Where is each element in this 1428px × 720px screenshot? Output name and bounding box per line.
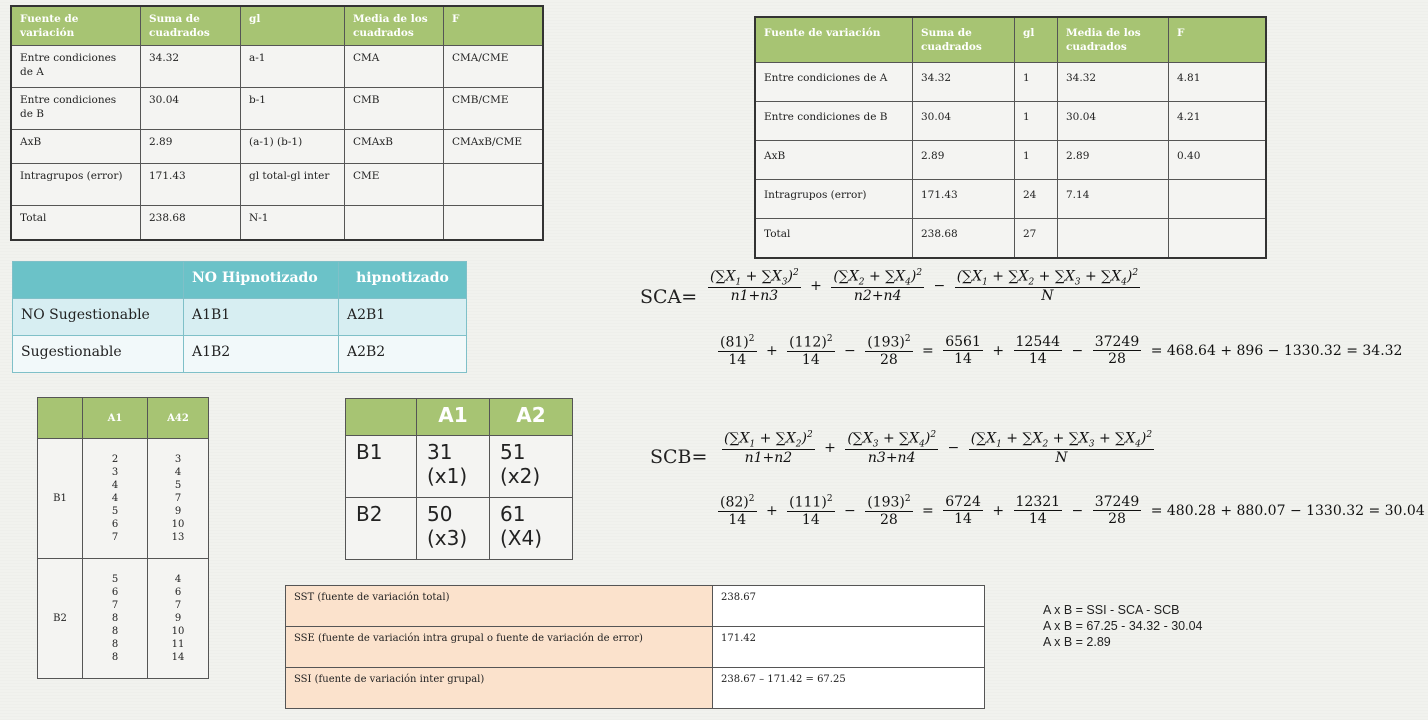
data-value: 7: [111, 600, 119, 611]
data-value: 11: [171, 639, 185, 650]
table-cell: 34.32: [141, 46, 241, 88]
sum-value: 50: [427, 502, 453, 526]
data-value: 7: [174, 493, 182, 504]
anova-template-table: [10, 5, 544, 241]
table-cell: b-1: [241, 88, 345, 130]
table-cell: 7.14: [1058, 180, 1169, 219]
header-cell: Suma de cuadrados: [913, 17, 1015, 63]
scb-den: 14: [728, 511, 747, 528]
data-value: 6: [174, 587, 182, 598]
table-row: [38, 559, 209, 679]
table-cell: 30.04: [913, 102, 1015, 141]
table-row: [755, 63, 1266, 102]
table-cell: 171.43: [913, 180, 1015, 219]
table-cell: 238.67: [713, 586, 985, 627]
data-value: 14: [171, 652, 185, 663]
table-row: [13, 299, 467, 336]
scb-denominator-1: n1+n2: [744, 450, 793, 467]
table-row: [38, 439, 209, 559]
table-cell: 238.68: [913, 219, 1015, 258]
table-cell: CMB/CME: [444, 88, 544, 130]
data-value: 9: [174, 506, 182, 517]
scb-den: 14: [801, 511, 820, 528]
table-cell: 4.81: [1169, 63, 1267, 102]
table-row: [755, 180, 1266, 219]
table-row: [755, 102, 1266, 141]
header-cell: A1: [83, 398, 148, 439]
table-header-row: [13, 262, 467, 299]
data-value: 8: [111, 626, 119, 637]
table-row: [286, 668, 985, 709]
table-cell: CMAxB/CME: [444, 130, 544, 164]
table-cell: SSI (fuente de variación inter grupal): [286, 668, 713, 709]
sca-term: 6561: [945, 334, 981, 351]
table-header-row: [755, 17, 1266, 63]
sca-term: 12544: [1015, 334, 1061, 351]
sca-denominator-1: n1+n3: [730, 288, 779, 305]
header-cell: [13, 262, 184, 299]
scb-denominator-2: n3+n4: [867, 450, 916, 467]
scb-den: 14: [1028, 511, 1047, 528]
table-cell: Entre condiciones de A: [755, 63, 913, 102]
sca-den: 14: [728, 351, 747, 368]
sum-value: 61: [500, 502, 526, 526]
table-row: [286, 627, 985, 668]
scb-denominator-total: N: [1055, 450, 1068, 467]
sum-tag: (x2): [500, 464, 541, 488]
table-cell: A2B2: [339, 336, 467, 373]
table-row: [11, 130, 543, 164]
table-cell: 4.21: [1169, 102, 1267, 141]
scb-den: 14: [954, 511, 972, 528]
interaction-notes: [1043, 602, 1203, 650]
data-value: 8: [111, 613, 119, 624]
table-cell: CMA/CME: [444, 46, 544, 88]
table-cell: N-1: [241, 206, 345, 240]
table-cell: CMA: [345, 46, 444, 88]
table-cell: 24: [1015, 180, 1058, 219]
data-column: [148, 559, 209, 679]
table-cell: Intragrupos (error): [11, 164, 141, 206]
table-cell: 2.89: [141, 130, 241, 164]
scb-label: SCB=: [650, 446, 708, 468]
header-cell: hipnotizado: [339, 262, 467, 299]
table-cell: CMAxB: [345, 130, 444, 164]
scb-term: 111: [794, 494, 822, 511]
table-row: [11, 46, 543, 88]
table-cell: 171.43: [141, 164, 241, 206]
scb-term: 12321: [1015, 494, 1061, 511]
data-value: 8: [111, 639, 119, 650]
table-row: [755, 219, 1266, 258]
sca-den: 28: [879, 351, 898, 368]
table-cell: CME: [345, 164, 444, 206]
data-value: 6: [111, 519, 119, 530]
sca-den: 28: [1108, 351, 1126, 368]
data-value: 7: [111, 532, 119, 543]
table-cell: Entre condiciones de B: [11, 88, 141, 130]
note-line: A x B = 2.89: [1043, 635, 1111, 649]
header-cell: A2: [490, 399, 573, 436]
sca-result: = 468.64 + 896 − 1330.32 = 34.32: [1150, 342, 1403, 359]
table-cell: AxB: [755, 141, 913, 180]
table-cell: Entre condiciones de B: [755, 102, 913, 141]
data-value: 9: [174, 613, 182, 624]
data-value: 2: [111, 454, 119, 465]
sca-label: SCA=: [640, 286, 698, 308]
table-cell: CMB: [345, 88, 444, 130]
row-label: B2: [38, 559, 83, 679]
sca-term: 112: [794, 334, 822, 351]
table-cell: gl total-gl inter: [241, 164, 345, 206]
data-value: 5: [111, 506, 119, 517]
table-cell: [444, 164, 544, 206]
header-cell: F: [1169, 17, 1267, 63]
table-row: [11, 88, 543, 130]
table-row: [286, 586, 985, 627]
table-cell: 0.40: [1169, 141, 1267, 180]
table-cell: NO Sugestionable: [13, 299, 184, 336]
sca-general-formula: $\frac{(\sum X_1 + \sum X_3)^2}{n1+n3}$ + $\frac{(\sum X_2 + \sum X_4)^2}{n2+n4}$ − $\frac{(\sum X_1 + \sum X_2 + \sum X_3 + \sum X_4)^2}{N}$: [710, 268, 1139, 305]
table-cell: A1B1: [184, 299, 339, 336]
header-cell: A1: [417, 399, 490, 436]
table-row: [13, 336, 467, 373]
scb-result: = 480.28 + 880.07 − 1330.32 = 30.04: [1150, 502, 1425, 519]
table-cell: Sugestionable: [13, 336, 184, 373]
scb-term: 82: [725, 494, 744, 511]
table-cell: [417, 498, 490, 560]
header-cell: gl: [1015, 17, 1058, 63]
table-cell: 1: [1015, 63, 1058, 102]
sca-term: 81: [725, 334, 744, 351]
header-cell: NO Hipnotizado: [184, 262, 339, 299]
scb-general-formula: $\frac{(\sum X_1 + \sum X_2)^2}{n1+n2}$ + $\frac{(\sum X_3 + \sum X_4)^2}{n3+n4}$ − $\frac{(\sum X_1 + \sum X_2 + \sum X_3 + \sum X_4)^2}{N}$: [724, 430, 1153, 467]
table-cell: [444, 206, 544, 240]
data-value: 13: [171, 532, 185, 543]
header-cell: Fuente de variación: [11, 6, 141, 46]
sum-value: 31: [427, 440, 453, 464]
data-value: 8: [111, 652, 119, 663]
header-cell: gl: [241, 6, 345, 46]
table-header-row: [38, 398, 209, 439]
table-cell: 1: [1015, 102, 1058, 141]
table-cell: (a-1) (b-1): [241, 130, 345, 164]
sca-denominator-2: n2+n4: [853, 288, 902, 305]
header-cell: Fuente de variación: [755, 17, 913, 63]
note-line: A x B = SSI - SCA - SCB: [1043, 603, 1180, 617]
scb-term: 193: [872, 494, 900, 511]
row-label: B1: [38, 439, 83, 559]
sca-denominator-total: N: [1041, 288, 1054, 305]
data-value: 10: [171, 626, 185, 637]
table-row: [346, 498, 573, 560]
header-cell: Suma de cuadrados: [141, 6, 241, 46]
table-cell: Total: [11, 206, 141, 240]
table-header-row: [11, 6, 543, 46]
sca-numeric-formula: $\frac{(81)^2}{14}$ + $\frac{(112)^2}{14}$ − $\frac{(193)^2}{28}$ = $\frac{6561}{14}$ + $\frac{12544}{14}$ − $\frac{37249}{28}$ = 468.64 + 896 − 1330.32 = 34.32: [720, 334, 1403, 368]
table-cell: Entre condiciones de A: [11, 46, 141, 88]
data-value: 4: [111, 493, 119, 504]
scb-term: 6724: [945, 494, 981, 511]
table-cell: [1058, 219, 1169, 258]
table-row: [11, 206, 543, 240]
table-cell: [417, 436, 490, 498]
sum-of-squares-table: [285, 585, 985, 709]
table-cell: A1B2: [184, 336, 339, 373]
sca-term: 193: [872, 334, 900, 351]
data-value: 5: [111, 574, 119, 585]
sca-term: 37249: [1094, 334, 1140, 351]
sum-tag: (X4): [500, 526, 543, 550]
table-cell: a-1: [241, 46, 345, 88]
table-cell: 30.04: [141, 88, 241, 130]
header-cell: [346, 399, 417, 436]
design-table: [12, 261, 467, 373]
table-cell: [490, 436, 573, 498]
table-cell: A2B1: [339, 299, 467, 336]
row-label: B2: [346, 498, 417, 560]
sum-value: 51: [500, 440, 526, 464]
table-header-row: [346, 399, 573, 436]
table-row: [11, 164, 543, 206]
row-label: B1: [346, 436, 417, 498]
table-cell: 27: [1015, 219, 1058, 258]
header-cell: A42: [148, 398, 209, 439]
data-value: 4: [111, 480, 119, 491]
header-cell: Media de los cuadrados: [1058, 17, 1169, 63]
note-line: A x B = 67.25 - 34.32 - 30.04: [1043, 619, 1203, 633]
table-cell: Total: [755, 219, 913, 258]
sca-den: 14: [954, 351, 972, 368]
anova-result-table: [754, 16, 1267, 259]
scb-den: 28: [879, 511, 898, 528]
sums-table: [345, 398, 573, 560]
raw-data-table: [37, 397, 209, 679]
table-cell: 34.32: [913, 63, 1015, 102]
scb-numeric-formula: $\frac{(82)^2}{14}$ + $\frac{(111)^2}{14}$ − $\frac{(193)^2}{28}$ = $\frac{6724}{14}$ + $\frac{12321}{14}$ − $\frac{37249}{28}$ = 480.28 + 880.07 − 1330.32 = 30.04: [720, 494, 1425, 528]
sum-tag: (x1): [427, 464, 468, 488]
table-row: [346, 436, 573, 498]
data-column: [83, 439, 148, 559]
table-cell: 2.89: [913, 141, 1015, 180]
table-cell: [490, 498, 573, 560]
table-cell: [1169, 180, 1267, 219]
data-value: 3: [174, 454, 182, 465]
data-value: 3: [111, 467, 119, 478]
data-column: [148, 439, 209, 559]
table-cell: 2.89: [1058, 141, 1169, 180]
table-cell: [1169, 219, 1267, 258]
scb-term: 37249: [1094, 494, 1140, 511]
table-cell: SSE (fuente de variación intra grupal o fuente de variación de error): [286, 627, 713, 668]
data-value: 7: [174, 600, 182, 611]
table-cell: 238.67 – 171.42 = 67.25: [713, 668, 985, 709]
table-cell: Intragrupos (error): [755, 180, 913, 219]
data-value: 4: [174, 574, 182, 585]
table-cell: SST (fuente de variación total): [286, 586, 713, 627]
sca-den: 14: [801, 351, 820, 368]
data-value: 10: [171, 519, 185, 530]
table-cell: 30.04: [1058, 102, 1169, 141]
header-cell: [38, 398, 83, 439]
scb-den: 28: [1108, 511, 1126, 528]
data-value: 6: [111, 587, 119, 598]
table-cell: 238.68: [141, 206, 241, 240]
table-cell: 171.42: [713, 627, 985, 668]
header-cell: F: [444, 6, 544, 46]
sca-den: 14: [1028, 351, 1047, 368]
sum-tag: (x3): [427, 526, 468, 550]
table-cell: AxB: [11, 130, 141, 164]
data-value: 5: [174, 480, 182, 491]
data-column: [83, 559, 148, 679]
header-cell: Media de los cuadrados: [345, 6, 444, 46]
data-value: 4: [174, 467, 182, 478]
table-cell: 34.32: [1058, 63, 1169, 102]
table-cell: [345, 206, 444, 240]
table-row: [755, 141, 1266, 180]
table-cell: 1: [1015, 141, 1058, 180]
